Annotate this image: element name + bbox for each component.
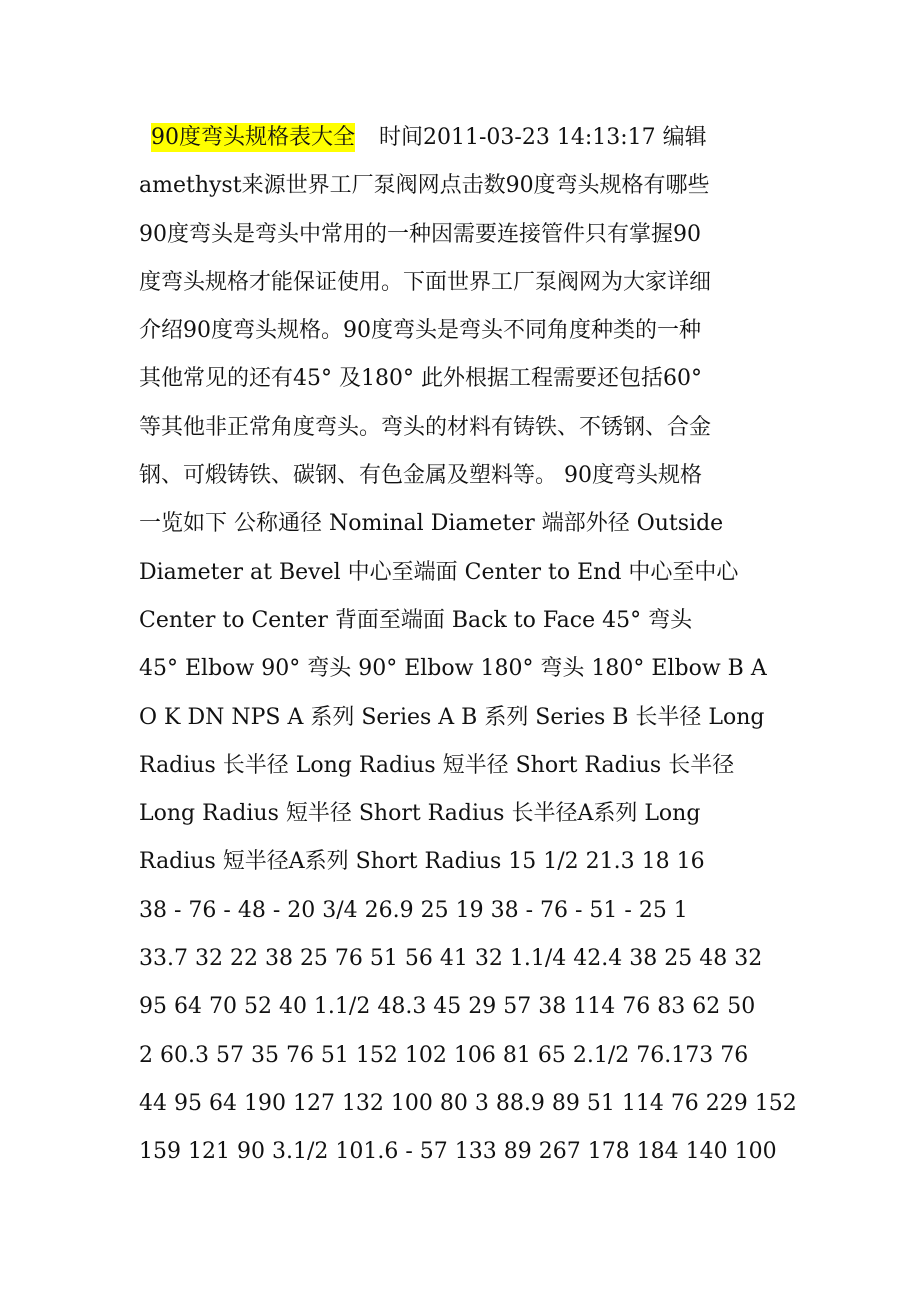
text-line: O K DN NPS A 系列 Series A B 系列 Series B 长半径 Long xyxy=(139,704,765,730)
text-line: 钢、可煅铸铁、碳钢、有色金属及塑料等。 90度弯头规格 xyxy=(139,463,702,489)
article-body xyxy=(139,114,799,1177)
document-title: 90度弯头规格表大全 xyxy=(151,125,355,150)
text-line: 33.7 32 22 38 25 76 51 56 41 32 1.1/4 42.4 38 25 48 32 xyxy=(139,946,763,972)
text-line: 95 64 70 52 40 1.1/2 48.3 45 29 57 38 114 76 83 62 50 xyxy=(139,994,756,1020)
text-line: Diameter at Bevel 中心至端面 Center to End 中心至中心 xyxy=(139,559,739,585)
text-line: Center to Center 背面至端面 Back to Face 45° 弯头 xyxy=(139,607,693,633)
text-line: 等其他非正常角度弯头。弯头的材料有铸铁、不锈钢、合金 xyxy=(139,414,712,440)
text-line: 159 121 90 3.1/2 101.6 - 57 133 89 267 178 184 140 100 xyxy=(139,1139,777,1165)
text-line: Long Radius 短半径 Short Radius 长半径A系列 Long xyxy=(139,801,701,827)
article-meta: 时间2011-03-23 14:13:17 编辑 xyxy=(379,125,707,150)
text-line: amethyst来源世界工厂泵阀网点击数90度弯头规格有哪些 xyxy=(139,173,710,199)
text-line: 2 60.3 57 35 76 51 152 102 106 81 65 2.1/2 76.173 76 xyxy=(139,1042,749,1068)
text-line: 其他常见的还有45° 及180° 此外根据工程需要还包括60° xyxy=(139,366,702,392)
text-line: 90度弯头是弯头中常用的一种因需要连接管件只有掌握90 xyxy=(139,221,701,247)
text-line: 44 95 64 190 127 132 100 80 3 88.9 89 51 114 76 229 152 xyxy=(139,1090,797,1116)
text-line: 45° Elbow 90° 弯头 90° Elbow 180° 弯头 180° Elbow B A xyxy=(139,656,767,682)
text-line: Radius 短半径A系列 Short Radius 15 1/2 21.3 18 16 xyxy=(139,849,705,875)
text-line: 度弯头规格才能保证使用。下面世界工厂泵阀网为大家详细 xyxy=(139,269,712,295)
text-line: 一览如下 公称通径 Nominal Diameter 端部外径 Outside xyxy=(139,511,724,537)
text-line: 38 - 76 - 48 - 20 3/4 26.9 25 19 38 - 76 - 51 - 25 1 xyxy=(139,897,688,923)
title-line xyxy=(139,114,799,162)
text-line: 介绍90度弯头规格。90度弯头是弯头不同角度种类的一种 xyxy=(139,318,701,344)
text-line: Radius 长半径 Long Radius 短半径 Short Radius 长半径 xyxy=(139,752,735,778)
